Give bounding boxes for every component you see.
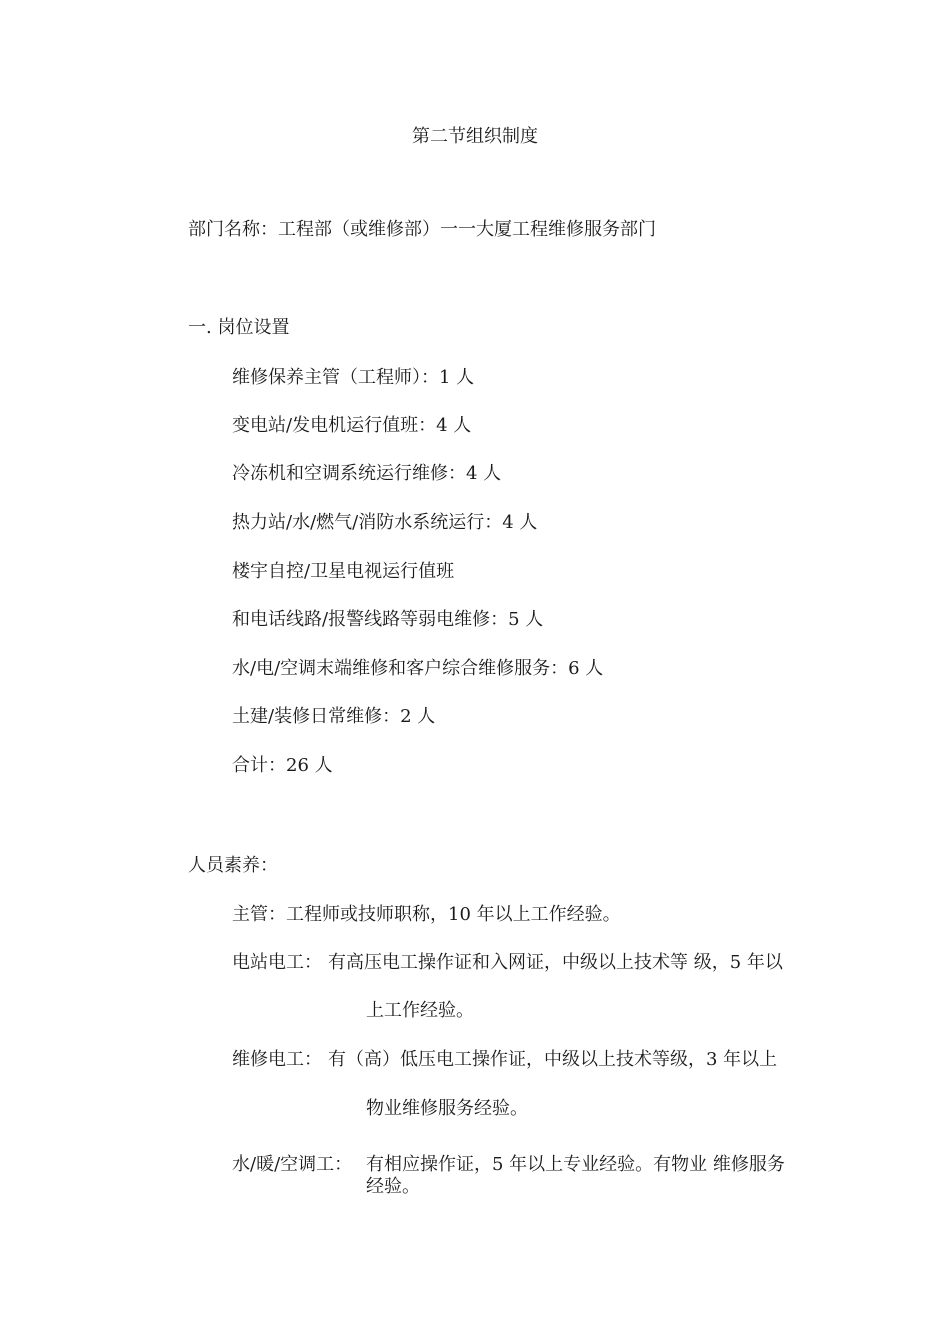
department-name: 部门名称：工程部（或维修部）一一大厦工程维修服务部门 (188, 219, 656, 240)
page-title: 第二节组织制度 (412, 126, 538, 147)
position-item: 变电站/发电机运行值班：4 人 (232, 415, 472, 436)
position-item: 冷冻机和空调系统运行维修：4 人 (232, 463, 502, 484)
qualification-text: 有高压电工操作证和入网证，中级以上技术等 级，5 年以 (328, 952, 783, 973)
section-heading-positions: 一. 岗位设置 (188, 317, 290, 338)
qualification-supervisor: 主管：工程师或技师职称，10 年以上工作经验。 (232, 904, 621, 925)
position-item: 楼宇自控/卫星电视运行值班 (232, 561, 455, 582)
position-item: 土建/装修日常维修：2 人 (232, 706, 436, 727)
position-total: 合计：26 人 (232, 755, 333, 776)
qualification-text: 经验。 (366, 1176, 420, 1197)
qualification-label: 水/暖/空调工： (232, 1154, 353, 1175)
position-item: 水/电/空调末端维修和客户综合维修服务：6 人 (232, 658, 604, 679)
qualification-text: 上工作经验。 (366, 1000, 474, 1021)
qualification-text: 有（高）低压电工操作证，中级以上技术等级，3 年以上 (328, 1049, 778, 1070)
qualification-label: 维修电工： (232, 1049, 322, 1070)
qualification-text: 物业维修服务经验。 (366, 1098, 528, 1119)
section-heading-qualifications: 人员素养： (188, 855, 278, 876)
position-item: 维修保养主管（工程师）：1 人 (232, 367, 475, 388)
qualification-text: 有相应操作证，5 年以上专业经验。有物业 维修服务 (366, 1154, 785, 1175)
qualification-label: 电站电工： (232, 952, 322, 973)
position-item: 热力站/水/燃气/消防水系统运行：4 人 (232, 512, 538, 533)
position-item: 和电话线路/报警线路等弱电维修：5 人 (232, 609, 544, 630)
